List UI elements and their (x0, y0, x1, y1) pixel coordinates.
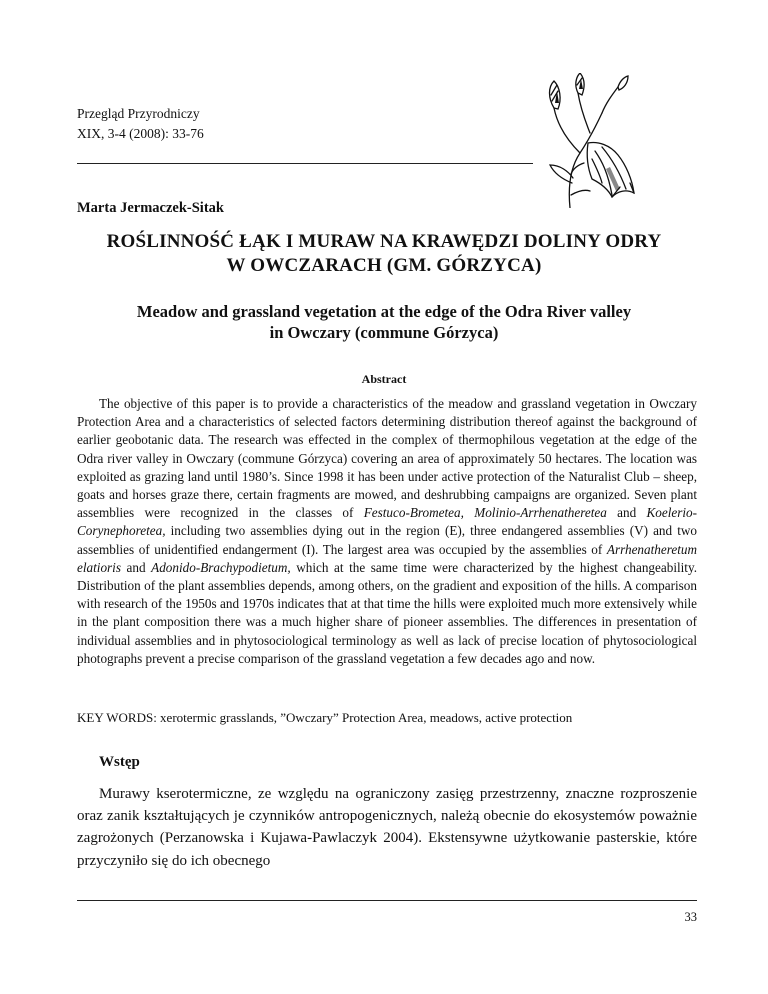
title-polish-line2: W OWCZARACH (GM. GÓRZYCA) (226, 255, 542, 276)
title-english (77, 301, 691, 343)
title-english-line2: in Owczary (commune Górzyca) (269, 323, 499, 342)
title-polish-line1: ROŚLINNOŚĆ ŁĄK I MURAW NA KRAWĘDZI DOLINY ODRY (106, 231, 662, 252)
journal-info (77, 104, 204, 144)
page-number: 33 (684, 910, 697, 924)
abstract-heading: Abstract (361, 372, 407, 386)
journal-name: Przegląd Przyrodniczy (77, 106, 200, 121)
journal-issue: XIX, 3-4 (2008): 33-76 (77, 126, 204, 141)
abstract-text: The objective of this paper is to provide a characteristics of the meadow and grassland vegetation in Owczary Protection Area and a characteristics of selected factors determining distribution thereof against the background of earlier geobotanic data. The research was effected in the complex of thermophilous vegetation at the edge of the Odra river valley in Owczary (commune Górzyca) covering an area of approximately 50 hectares. The location was exploited as grazing land until 1980’s. Since 1998 it has been under active protection of the Naturalist Club – sheep, goats and horses graze there, certain fragments are mowed, and deshrubbing campaigns are organized. Seven plant assemblies were recognized in the classes of Festuco-Brometea, Molinio-Arrhenatheretea and Koelerio-Corynephoretea, including two assemblies dying out in the region (E), three endangered assemblies (V) and two assemblies of unidentified endangerment (I). The largest area was occupied by the assemblies of Arrhenatheretum elatioris and Adonido-Brachypodietum, which at the same time were characterized by the highest changeability. Distribution of the plant assemblies depends, among others, on the gradient and exposition of the hills. A comparison with research of the 1950s and 1970s indicates that at that time the hills were exploited much more extensively while in the plant composition there was a much higher share of pioneer assemblies. The differences in presentation of individual assemblies and in phytosociological terminology as well as lack of precise location of phytosociological photographs prevent a precise comparison of the grassland vegetation a few decades ago and now. (77, 396, 698, 666)
title-polish (77, 230, 691, 278)
keywords: KEY WORDS: xerotermic grasslands, ”Owczary” Protection Area, meadows, active protection (77, 710, 573, 725)
bellflower-illustration-icon (540, 73, 635, 208)
title-english-line1: Meadow and grassland vegetation at the edge of the Odra River valley (136, 302, 632, 321)
footer-rule (77, 900, 697, 901)
section-body-text: Murawy kserotermiczne, ze względu na ograniczony zasięg przestrzenny, znaczne rozproszenie oraz zanik kształtujących je czynników antropogenicznych, należą obecnie do ekosystemów poważnie zagrożonych (Perzanowska i Kujawa-Pawlaczyk 2004). Ekstensywne użytkowanie pasterskie, które przyczyniło się do ich obecnego (77, 786, 697, 869)
author-name: Marta Jermaczek-Sitak (77, 200, 224, 216)
header-rule (77, 163, 533, 164)
section-heading: Wstęp (99, 754, 140, 770)
